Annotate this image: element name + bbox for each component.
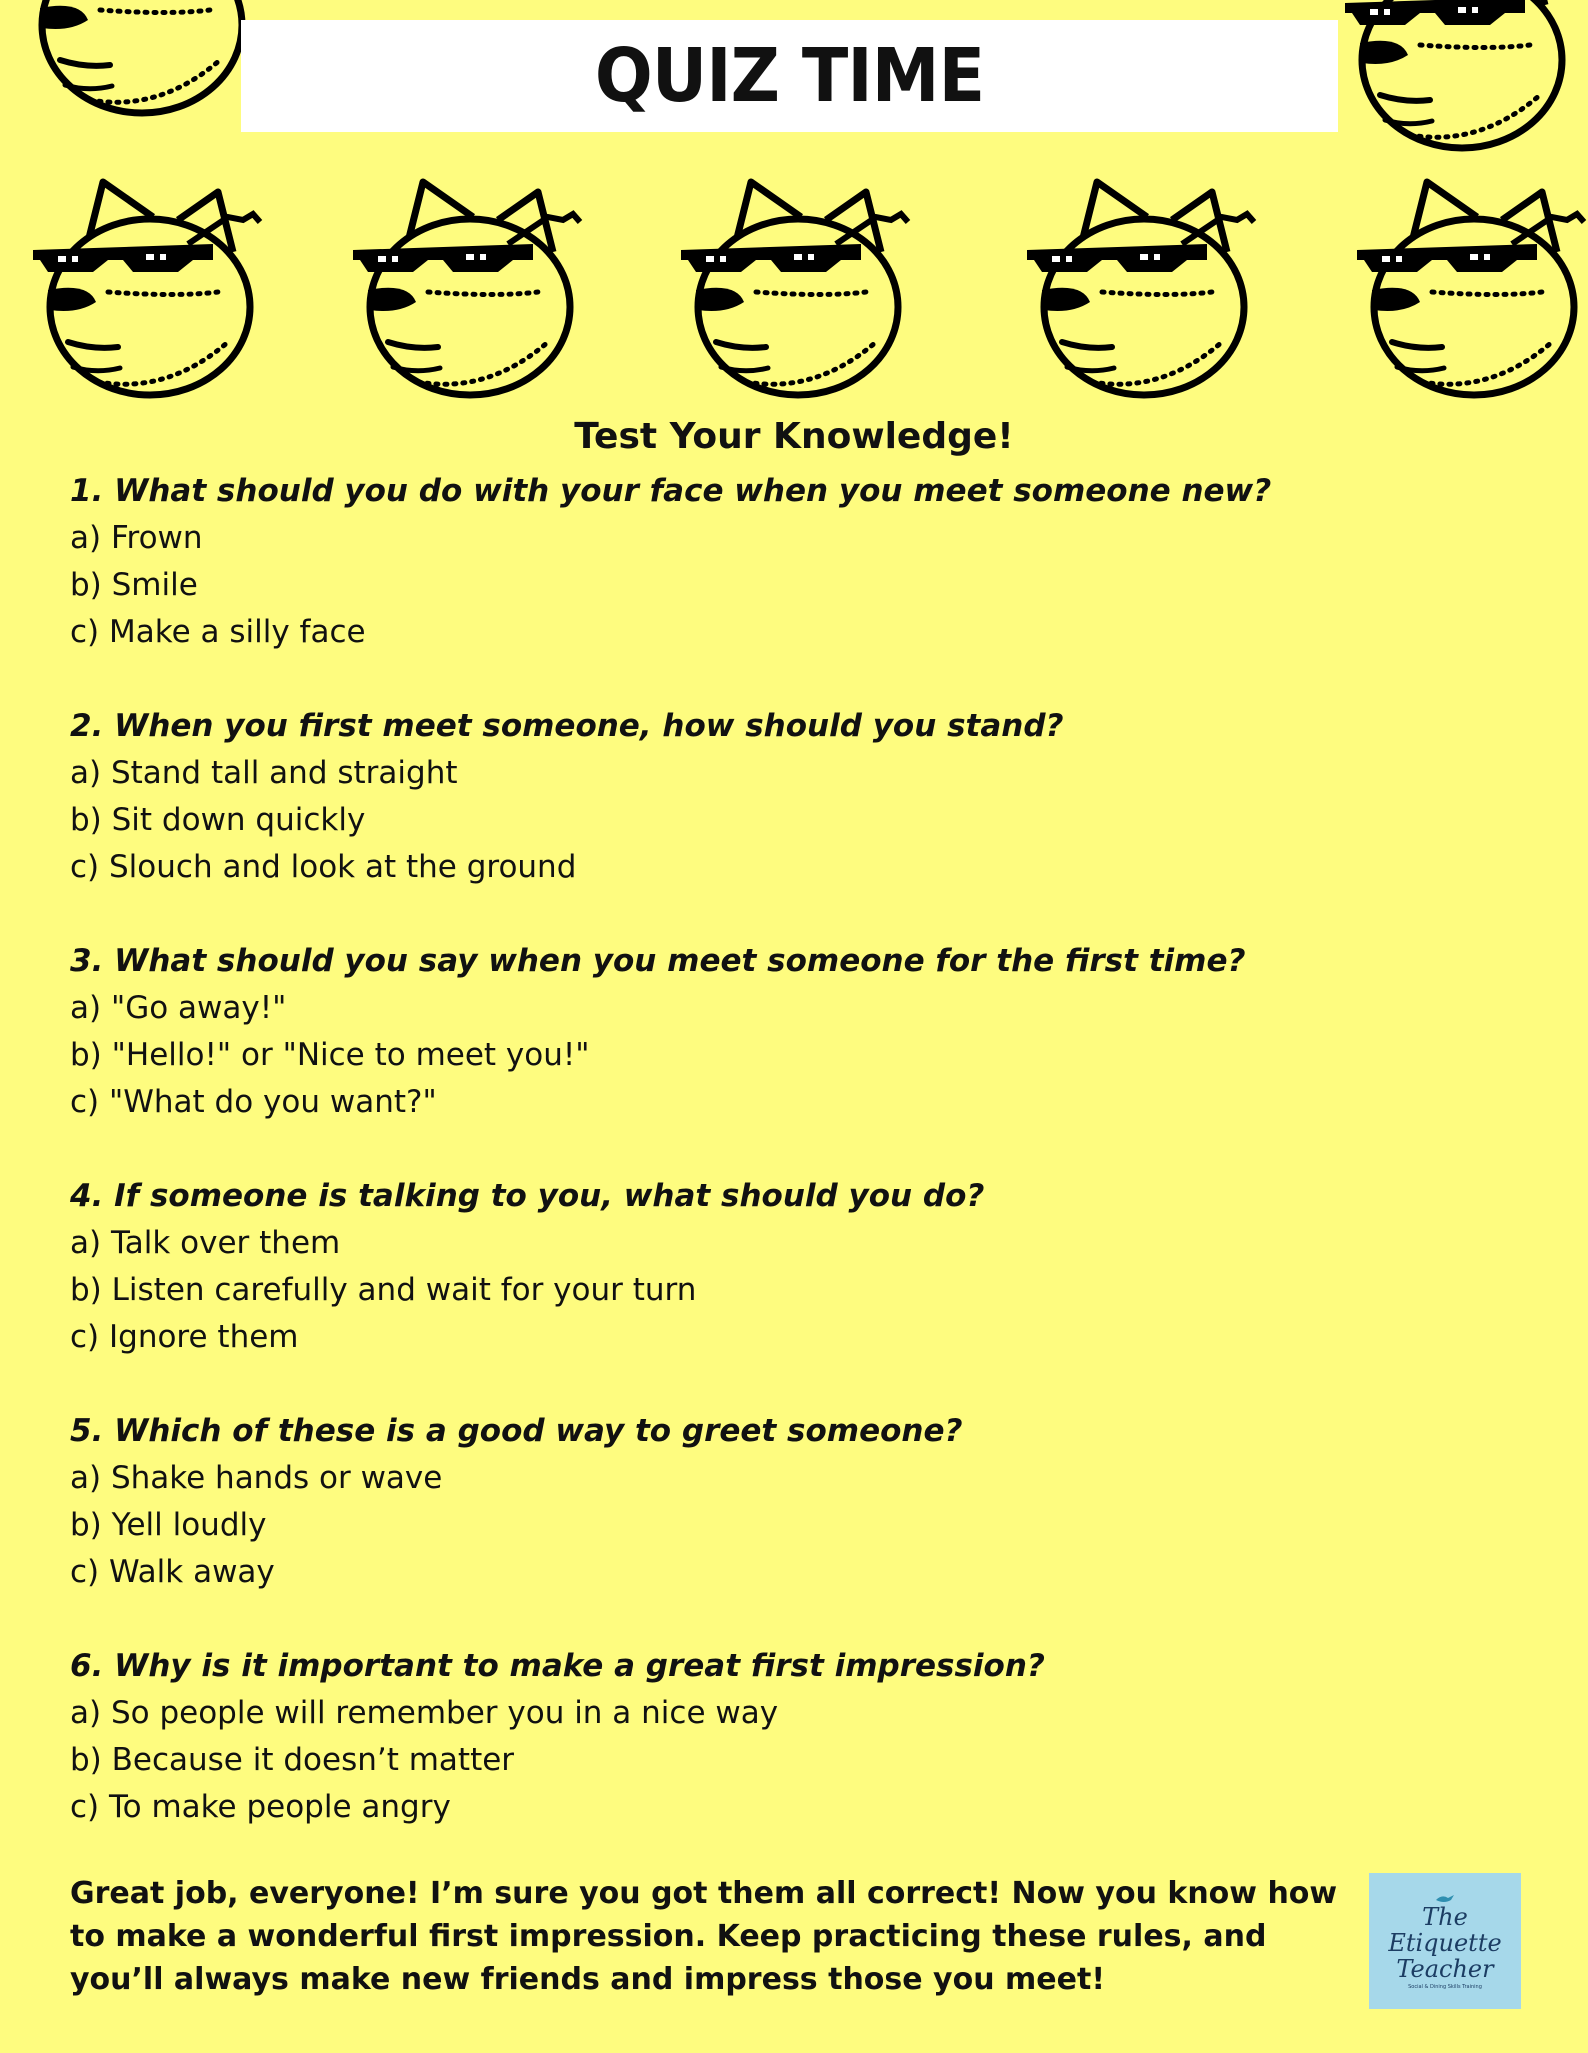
question-item — [70, 1408, 1370, 1596]
answer-option: a) Stand tall and straight — [70, 755, 458, 791]
question-item — [70, 468, 1370, 656]
logo-text-line: Teacher — [1396, 1955, 1494, 1983]
answer-option: c) "What do you want?" — [70, 1084, 437, 1120]
answer-option: a) Frown — [70, 520, 203, 556]
title-banner — [241, 20, 1338, 132]
answer-option: b) Because it doesn’t matter — [70, 1742, 515, 1778]
answer-option: a) So people will remember you in a nice way — [70, 1695, 779, 1731]
answer-option: c) Walk away — [70, 1554, 275, 1590]
page-title: QUIZ TIME — [594, 33, 985, 119]
dog-with-sunglasses-icon — [1340, 0, 1586, 155]
question-item — [70, 703, 1370, 891]
dog-with-sunglasses-icon — [28, 172, 274, 402]
quiz-list — [70, 468, 1370, 1878]
answer-option: c) Make a silly face — [70, 614, 366, 650]
question-text: 4. If someone is talking to you, what should you do? — [70, 1178, 985, 1214]
answer-option: b) Yell loudly — [70, 1507, 267, 1543]
dog-with-sunglasses-icon — [1022, 172, 1268, 402]
answer-option: a) Talk over them — [70, 1225, 341, 1261]
question-item — [70, 938, 1370, 1126]
logo-tagline: Social & Dining Skills Training — [1408, 1984, 1482, 1990]
answer-option: b) "Hello!" or "Nice to meet you!" — [70, 1037, 590, 1073]
answer-option: c) Ignore them — [70, 1319, 299, 1355]
question-item — [70, 1173, 1370, 1361]
closing-message: Great job, everyone! I’m sure you got them all correct! Now you know how to make a wonderful first impression. Keep practicing these rules, and you’ll always make new friends and impress those you meet! — [70, 1876, 1338, 1997]
answer-option: b) Listen carefully and wait for your turn — [70, 1272, 697, 1308]
answer-option: c) Slouch and look at the ground — [70, 849, 577, 885]
answer-option: a) "Go away!" — [70, 990, 287, 1026]
question-text: 5. Which of these is a good way to greet someone? — [70, 1413, 963, 1449]
question-text: 6. Why is it important to make a great first impression? — [70, 1648, 1045, 1684]
dog-with-sunglasses-icon — [20, 0, 266, 120]
dog-with-sunglasses-icon — [1352, 172, 1588, 402]
dog-with-sunglasses-icon — [348, 172, 594, 402]
answer-option: c) To make people angry — [70, 1789, 451, 1825]
answer-option: b) Smile — [70, 567, 198, 603]
dog-with-sunglasses-icon — [676, 172, 922, 402]
question-text: 3. What should you say when you meet someone for the first time? — [70, 943, 1246, 979]
question-text: 1. What should you do with your face when you meet someone new? — [70, 473, 1272, 509]
etiquette-teacher-logo — [1369, 1873, 1521, 2009]
logo-text-line: Etiquette — [1388, 1929, 1502, 1957]
quiz-subtitle: Test Your Knowledge! — [574, 416, 1014, 457]
question-text: 2. When you first meet someone, how should you stand? — [70, 708, 1064, 744]
question-item — [70, 1643, 1370, 1831]
answer-option: a) Shake hands or wave — [70, 1460, 443, 1496]
answer-option: b) Sit down quickly — [70, 802, 366, 838]
logo-text-line: The — [1422, 1903, 1468, 1931]
